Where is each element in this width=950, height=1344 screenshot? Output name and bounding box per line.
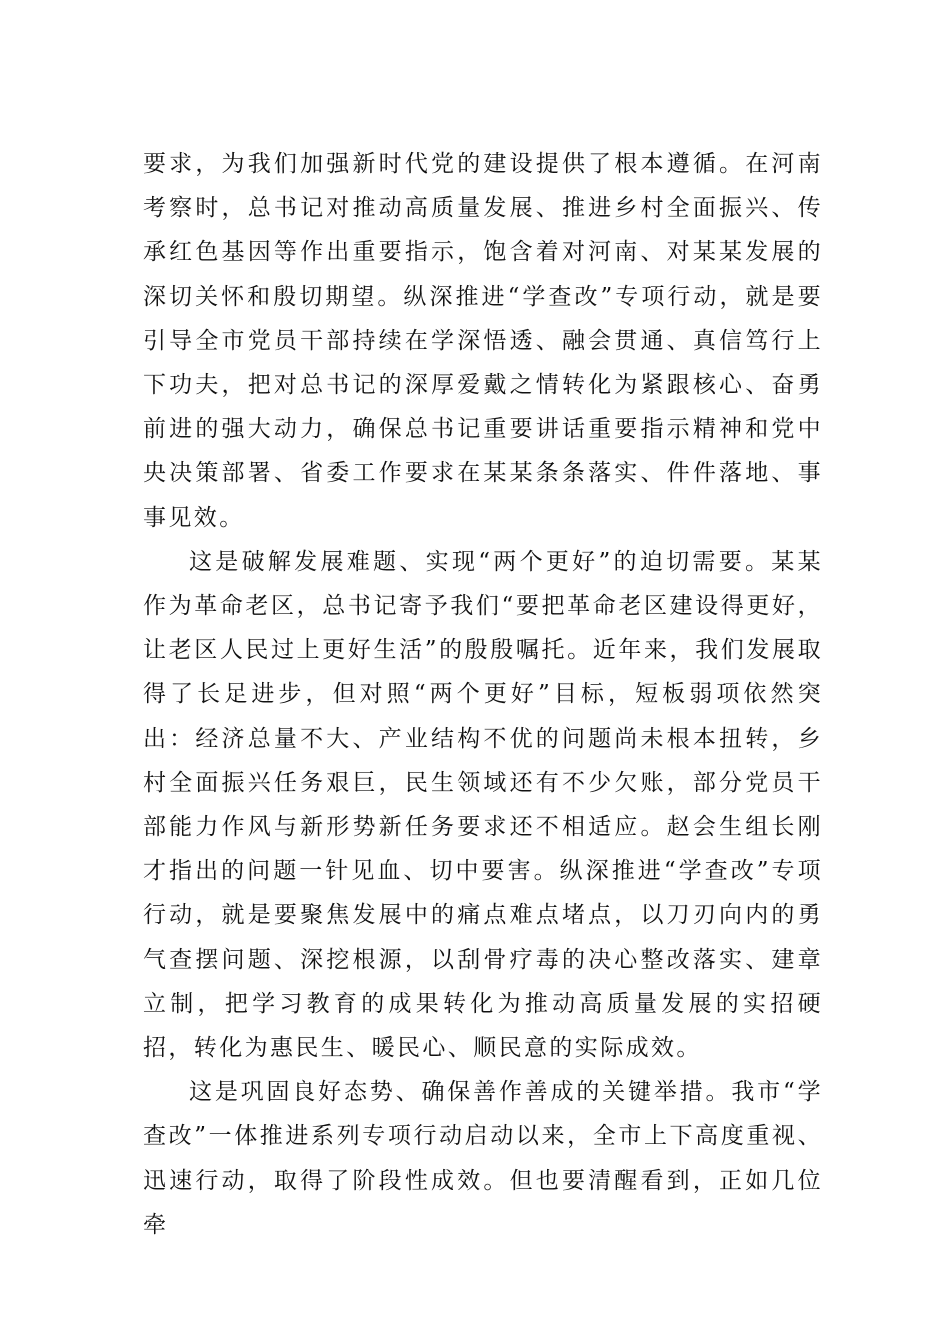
document-body	[143, 142, 823, 1247]
paragraph-key-measure: 这是巩固良好态势、确保善作善成的关键举措。我市“学查改”一体推进系列专项行动启动以来，全市上下高度重视、迅速行动，取得了阶段性成效。但也要清醒看到，正如几位牵	[143, 1079, 823, 1238]
paragraph-continuation: 要求，为我们加强新时代党的建设提供了根本遵循。在河南考察时，总书记对推动高质量发展、推进乡村全面振兴、传承红色基因等作出重要指示，饱含着对河南、对某某发展的深切关怀和殷切期望。纵深推进“学查改”专项行动，就是要引导全市党员干部持续在学深悟透、融会贯通、真信笃行上下功夫，把对总书记的深厚爱戴之情转化为紧跟核心、奋勇前进的强大动力，确保总书记重要讲话重要指示精神和党中央决策部署、省委工作要求在某某条条落实、件件落地、事事见效。	[143, 151, 823, 531]
paragraph-urgent-need: 这是破解发展难题、实现“两个更好”的迫切需要。某某作为革命老区，总书记寄予我们“要把革命老区建设得更好，让老区人民过上更好生活”的殷殷嘱托。近年来，我们发展取得了长足进步，但对照“两个更好”目标，短板弱项依然突出：经济总量不大、产业结构不优的问题尚未根本扭转，乡村全面振兴任务艰巨，民生领域还有不少欠账，部分党员干部能力作风与新形势新任务要求还不相适应。赵会生组长刚才指出的问题一针见血、切中要害。纵深推进“学查改”专项行动，就是要聚焦发展中的痛点难点堵点，以刀刃向内的勇气查摆问题、深挖根源，以刮骨疗毒的决心整改落实、建章立制，把学习教育的成果转化为推动高质量发展的实招硬招，转化为惠民生、暖民心、顺民意的实际成效。	[143, 548, 823, 1062]
